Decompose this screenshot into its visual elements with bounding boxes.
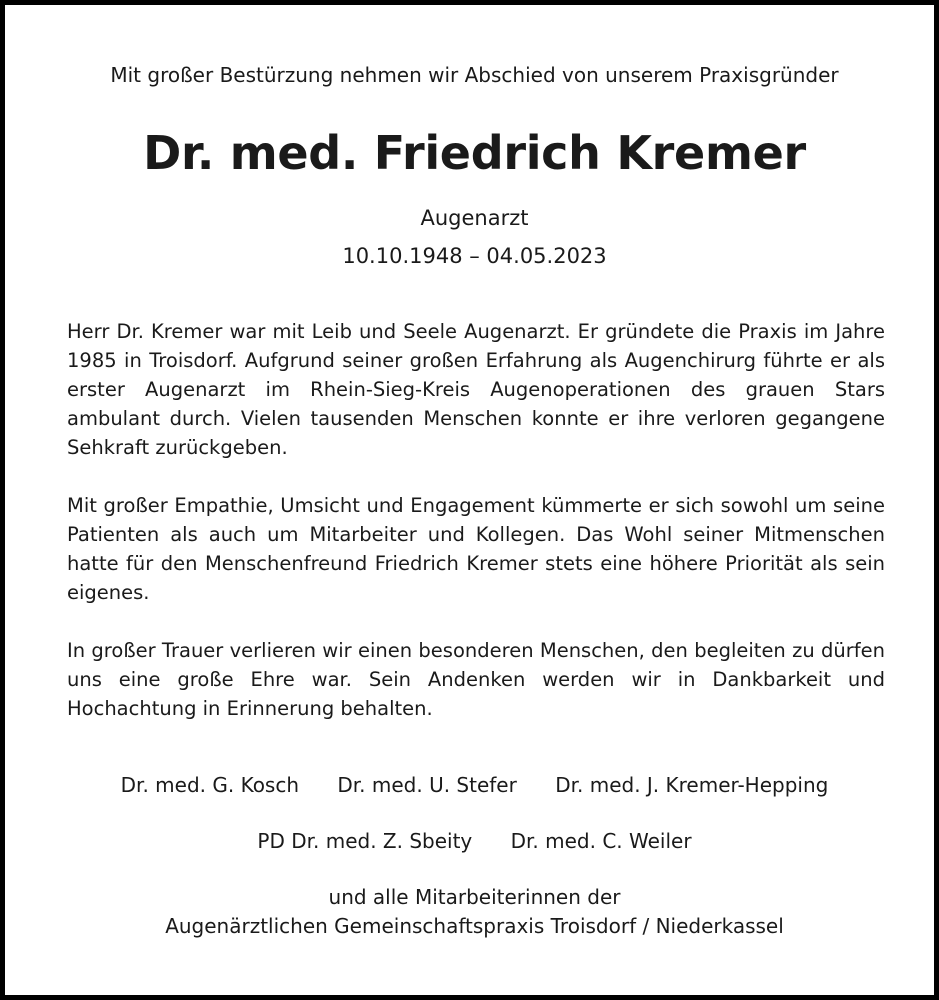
profession: Augenarzt xyxy=(420,206,529,230)
signatory: PD Dr. med. Z. Sbeity xyxy=(257,829,473,853)
signatory: Dr. med. C. Weiler xyxy=(510,829,692,853)
life-dates: 10.10.1948 – 04.05.2023 xyxy=(342,244,607,268)
closing-line-1: und alle Mitarbeiterinnen der xyxy=(328,885,621,909)
signatory: Dr. med. G. Kosch xyxy=(120,773,300,797)
signatories-row-1 xyxy=(5,771,939,799)
signatory: Dr. med. J. Kremer-Hepping xyxy=(555,773,829,797)
paragraph: In großer Trauer verlieren wir einen besonderen Menschen, den begleiten zu dürfen uns eine große Ehre war. Sein Andenken werden wir in Dankbarkeit und Hochachtung in Erinnerung behalten. xyxy=(67,639,885,720)
paragraph: Herr Dr. Kremer war mit Leib und Seele Augenarzt. Er gründete die Praxis im Jahre 1985 in Troisdorf. Aufgrund seiner großen Erfahrung als Augenchirurg führte er als erster Augenarzt im Rhein-Sieg-Kreis Augenoperationen des grauen Stars ambulant durch. Vielen tausenden Menschen konnte er ihre verloren gegangene Sehkraft zurückgeben. xyxy=(67,320,885,459)
signatories-row-2 xyxy=(5,827,939,855)
signatory: Dr. med. U. Stefer xyxy=(337,773,517,797)
intro-line: Mit großer Bestürzung nehmen wir Abschied von unserem Praxisgründer xyxy=(110,63,839,87)
deceased-name: Dr. med. Friedrich Kremer xyxy=(143,126,806,180)
paragraph: Mit großer Empathie, Umsicht und Engagement kümmerte er sich sowohl um seine Patienten als auch um Mitarbeiter und Kollegen. Das Wohl seiner Mitmenschen hatte für den Menschenfreund Friedrich Kremer stets eine höhere Priorität als sein eigenes. xyxy=(67,494,885,604)
obituary-body xyxy=(67,317,885,752)
closing-line-2: Augenärztlichen Gemeinschaftspraxis Troisdorf / Niederkassel xyxy=(165,914,784,938)
closing-block xyxy=(5,883,939,941)
